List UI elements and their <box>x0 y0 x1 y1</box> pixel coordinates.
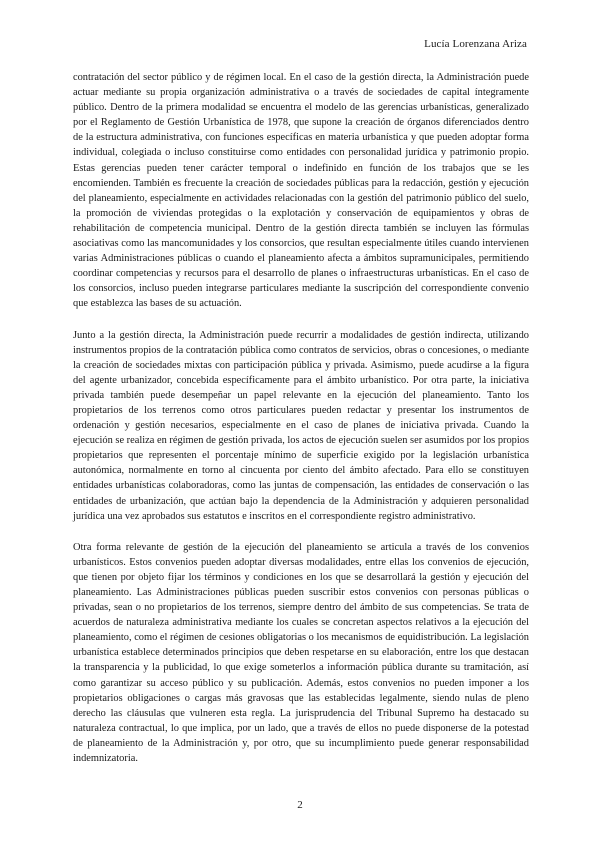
page-number: 2 <box>297 799 303 811</box>
body-text <box>73 70 529 766</box>
running-header-author: Lucía Lorenzana Ariza <box>424 38 527 50</box>
paragraph-3: Otra forma relevante de gestión de la ejecución del planeamiento se articula a través de los convenios urbanísticos. Estos convenios pueden adoptar diversas modalidades, entre ellas los convenios de ejecución, que tienen por objeto fijar los términos y condiciones en los que se desarrollará la gestión y ejecución del planeamiento. Las Administraciones públicas pueden suscribir estos convenios con personas públicas o privadas, sean o no propietarios de los terrenos, siempre dentro del ámbito de sus competencias. Se trata de acuerdos de naturaleza administrativa mediante los cuales se concretan aspectos relativos a la ejecución del planeamiento, como el régimen de cesiones obligatorias o los mecanismos de equidistribución. La legislación urbanística establece determinados principios que deben respetarse en su elaboración, entre los que destacan la transparencia y la publicidad, lo que exige someterlos a información pública durante su tramitación, así como garantizar su acceso público y su publicación. Además, estos convenios no pueden imponer a los propietarios obligaciones o cargas más gravosas que las establecidas legalmente, siendo nulas de pleno derecho las cláusulas que vulneren esta regla. La jurisprudencia del Tribunal Supremo ha destacado su naturaleza contractual, lo que implica, por un lado, que a través de ellos no puede disponerse de la potestad de planeamiento de la Administración y, por otro, que su incumplimiento puede generar responsabilidad indemnizatoria. <box>73 541 529 765</box>
paragraph-1: contratación del sector público y de régimen local. En el caso de la gestión directa, la Administración puede actuar mediante su propia organización administrativa o a través de sociedades de capital íntegramente público. Dentro de la primera modalidad se encuentra el modelo de las gerencias urbanísticas, generalizado por el Reglamento de Gestión Urbanística de 1978, que supone la creación de órganos diferenciados dentro de la estructura administrativa, con funciones específicas en materia urbanística y que pueden adoptar forma individual, colegiada o incluso constituirse como entidades con personalidad jurídica y patrimonio propio. Estas gerencias pueden tener carácter temporal o indefinido en función de los trabajos que se les encomienden. También es frecuente la creación de sociedades públicas para la redacción, gestión y ejecución del planeamiento, especialmente en actividades relacionadas con la gestión del patrimonio público del suelo, la promoción de viviendas protegidas o la explotación y conservación de equipamientos y obras de rehabilitación de competencia municipal. Dentro de la gestión directa también se incluyen las fórmulas asociativas como las mancomunidades y los consorcios, que resultan especialmente útiles cuando intervienen varias Administraciones públicas o cuando el planeamiento afecta a ámbitos supramunicipales, permitiendo coordinar competencias y recursos para el desarrollo de planes o infraestructuras urbanísticas. En el caso de los consorcios, incluso pueden integrarse particulares mediante la suscripción del correspondiente convenio que establezca las bases de su actuación. <box>73 72 529 310</box>
paragraph-2: Junto a la gestión directa, la Administración puede recurrir a modalidades de gestión indirecta, utilizando instrumentos propios de la contratación pública como contratos de servicios, obras o concesiones, o mediante la creación de sociedades mixtas con participación pública y privada. Asimismo, puede acudirse a la figura del agente urbanizador, concebida específicamente para el ámbito urbanístico. Por otra parte, la iniciativa privada también puede desempeñar un papel relevante en la ejecución del planeamiento. Tanto los propietarios de los terrenos como otros particulares pueden redactar y presentar los instrumentos de ordenación y gestión necesarios, especialmente en el caso de planes de iniciativa privada. Cuando la ejecución se realiza en régimen de gestión privada, los actos de ejecución suelen ser asumidos por los propios propietarios que representen el porcentaje mínimo de superficie exigido por la legislación urbanística autonómica, normalmente en torno al cincuenta por ciento del ámbito afectado. Para ello se constituyen entidades urbanísticas colaboradoras, como las juntas de compensación, las entidades de conservación o las entidades de urbanización, que actúan bajo la dependencia de la Administración y adquieren personalidad jurídica una vez aprobados sus estatutos e inscritos en el correspondiente registro administrativo. <box>73 329 529 522</box>
